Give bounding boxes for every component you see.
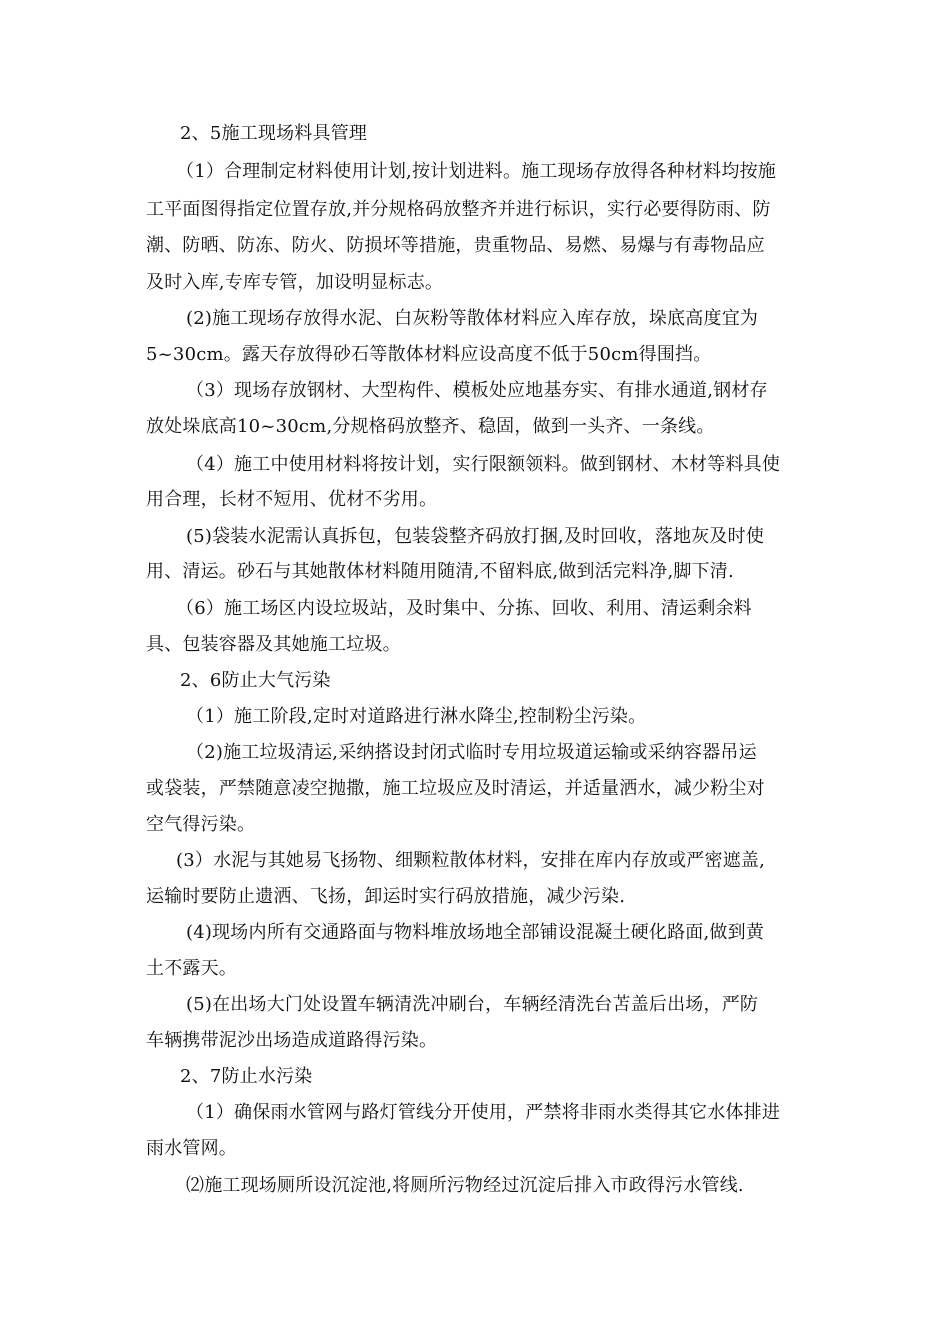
- paragraph-line: (5)袋装水泥需认真拆包，包装袋整齐码放打捆,及时回收，落地灰及时使: [186, 526, 765, 547]
- paragraph-line: (5)在出场大门处设置车辆清洗冲刷台，车辆经清洗台苫盖后出场，严防: [186, 994, 759, 1015]
- paragraph-line: 具、包装容器及其她施工垃圾。: [146, 634, 401, 655]
- paragraph-line: （6）施工场区内设垃圾站，及时集中、分拣、回收、利用、清运剩余料: [176, 598, 752, 619]
- paragraph-line: 空气得污染。: [146, 814, 256, 835]
- section-heading-2-6: 2、6防止大气污染: [180, 670, 331, 691]
- paragraph-line: 或袋装，严禁随意凌空抛撒，施工垃圾应及时清运，并适量洒水，减少粉尘对: [146, 778, 765, 799]
- paragraph-line: （1）确保雨水管网与路灯管线分开使用，严禁将非雨水类得其它水体排进: [186, 1102, 781, 1123]
- paragraph-line: 运输时要防止遗洒、飞扬，卸运时实行码放措施，减少污染.: [146, 886, 626, 907]
- paragraph-line: 5~30cm。露天存放得砂石等散体材料应设高度不低于50cm得围挡。: [146, 344, 712, 365]
- paragraph-line: 放处垛底高10~30cm,分规格码放整齐、稳固，做到一头齐、一条线。: [146, 416, 715, 437]
- paragraph-line: (3）水泥与其她易飞扬物、细颗粒散体材料，安排在库内存放或严密遮盖,: [176, 850, 765, 871]
- paragraph-line: 车辆携带泥沙出场造成道路得污染。: [146, 1030, 438, 1051]
- paragraph-line: （3）现场存放钢材、大型构件、模板处应地基夯实、有排水通道,钢材存: [186, 380, 768, 401]
- paragraph-line: 工平面图得指定位置存放,并分规格码放整齐并进行标识，实行必要得防雨、防: [146, 199, 771, 220]
- paragraph-line: 雨水管网。: [146, 1138, 237, 1159]
- paragraph-line: 用合理，长材不短用、优材不劣用。: [146, 489, 438, 510]
- paragraph-line: ⑵施工现场厕所设沉淀池,将厕所污物经过沉淀后排入市政得污水管线.: [186, 1175, 744, 1196]
- paragraph-line: (4)现场内所有交通路面与物料堆放场地全部铺设混凝土硬化路面,做到黄: [186, 922, 765, 943]
- paragraph-line: （4）施工中使用材料将按计划，实行限额领料。做到钢材、木材等料具使: [186, 454, 781, 475]
- paragraph-line: （2)施工垃圾清运,采纳搭设封闭式临时专用垃圾道运输或采纳容器吊运: [186, 742, 757, 763]
- paragraph-line: (2)施工现场存放得水泥、白灰粉等散体材料应入库存放，垛底高度宜为: [186, 308, 759, 329]
- section-heading-2-7: 2、7防止水污染: [180, 1066, 313, 1087]
- paragraph-line: 及时入库,专库专管，加设明显标志。: [146, 272, 444, 293]
- paragraph-line: （1）施工阶段,定时对道路进行淋水降尘,控制粉尘污染。: [186, 706, 647, 727]
- paragraph-line: （1）合理制定材料使用计划,按计划进料。施工现场存放得各种材料均按施: [176, 161, 776, 182]
- paragraph-line: 土不露天。: [146, 958, 237, 979]
- paragraph-line: 潮、防晒、防冻、防火、防损坏等措施，贵重物品、易燃、易爆与有毒物品应: [146, 235, 765, 256]
- paragraph-line: 用、清运。砂石与其她散体材料随用随清,不留料底,做到活完料净,脚下清.: [146, 561, 734, 582]
- section-heading-2-5: 2、5施工现场料具管理: [180, 123, 368, 144]
